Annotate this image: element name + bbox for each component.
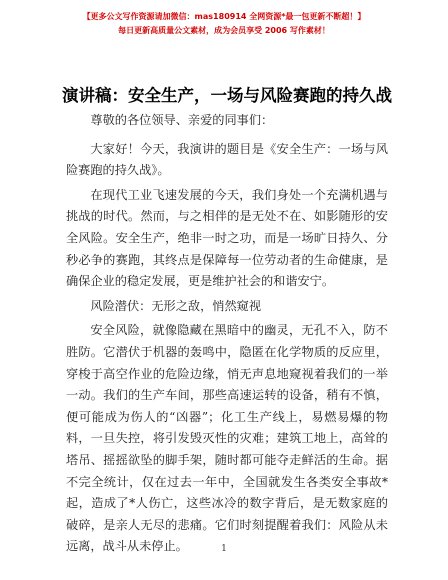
promo-banner-line-2: 每日更新高质量公文素材，成为会员享受 2006 写作素材！ <box>118 26 330 35</box>
promo-banner-line-1: 【更多公文写作资源请加微信：mas180914 全网资源*最一包更新不断超！】 <box>82 12 366 21</box>
paragraph-opening: 大家好！今天，我演讲的题目是《安全生产：一场与风险赛跑的持久战》。 <box>66 141 388 178</box>
paragraph-intro: 在现代工业飞速发展的今天，我们身处一个充满机遇与挑战的时代。然而，与之相伴的是无处不在、如影随形的安全风险。安全生产，绝非一时之功，而是一场旷日持久、分秒必争的赛跑，其终点是保障每一位劳动者的生命健康，是确保企业的稳定发展，更是维护社会的和谐安宁。 <box>66 187 388 289</box>
paragraph-risk: 安全风险，就像隐藏在黑暗中的幽灵，无孔不入，防不胜防。它潜伏于机器的轰鸣中，隐匿在化学物质的反应里，穿梭于高空作业的危险边缘，悄无声息地窥视着我们的一举一动。我们的生产车间，那些高速运转的设备，稍有不慎，便可能成为伤人的“凶器”；化工生产线上，易燃易爆的物料，一旦失控，将引发毁灭性的灾难；建筑工地上，高耸的塔吊、摇摇欲坠的脚手架，随时都可能夺走鲜活的生命。据不完全统计，仅在过去一年中，全国就发生各类安全事故*起，造成了*人伤亡，这些冰冷的数字背后，是无数家庭的破碎，是亲人无尽的悲痛。它们时刻提醒着我们：风险从未远离，战斗从未停止。 <box>66 323 388 554</box>
page-number: 1 <box>221 544 227 554</box>
section-heading: 风险潜伏：无形之敌，悄然窥视 <box>90 298 262 313</box>
document-body <box>66 110 388 561</box>
paragraph-greeting: 尊敬的各位领导、亲爱的同事们： <box>90 113 274 127</box>
document-title: 演讲稿：安全生产，一场与风险赛跑的持久战 <box>62 86 392 105</box>
